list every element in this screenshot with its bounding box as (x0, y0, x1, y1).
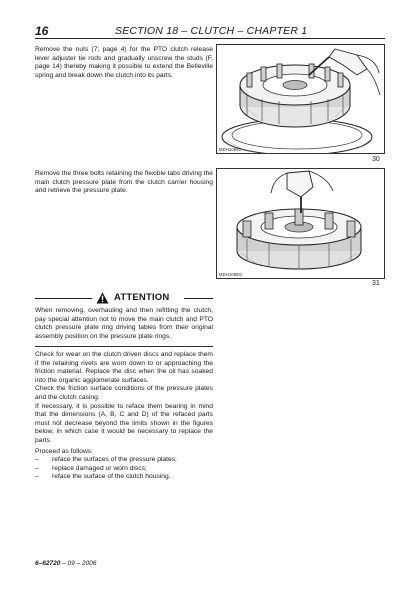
figure-31-number: 31 (372, 280, 380, 287)
list-item: – reface the surface of the clutch housing. (35, 473, 171, 481)
check-paragraph-2: Check the friction surface conditions of the pressure plates and the clutch casing. (35, 385, 213, 401)
clutch-disassembly-illustration (217, 45, 384, 153)
figure-30-number: 30 (372, 156, 380, 163)
figure-30-image (216, 44, 385, 154)
document-code: 6–62720 (35, 560, 61, 567)
instruction-paragraph-2: Remove the three bolts retaining the flexible tabs driving the main clutch pressure plate from the clutch carrier housing and retrieve the pressure plate. (35, 170, 213, 195)
procedure-list (35, 456, 213, 482)
list-item: – replace damaged or worn discs; (35, 464, 147, 472)
proceed-label: Proceed as follows: (35, 447, 93, 455)
figure-30-code: MDH1084C (219, 147, 242, 152)
attention-rule-right (184, 298, 213, 299)
attention-title: ATTENTION (114, 292, 170, 303)
attention-rule-left (35, 298, 92, 299)
attention-heading (35, 292, 213, 304)
check-paragraph-1: Check for wear on the clutch driven discs and replace them if the retaining rivets are worn down to or approaching the friction material. Replace the disc when the oil has soaked into the organic agglomerate surfaces. (35, 351, 213, 384)
figure-31-code: MDH1085O (219, 272, 242, 277)
figure-31-image (216, 168, 385, 279)
attention-body: When removing, overhauling and then refitting the clutch, pay special attention not to move the main clutch and PTO clutch pressure plate ring driving tables from their original assembly position on the pressure plate rings. (35, 307, 213, 340)
page-footer (35, 560, 96, 567)
instruction-paragraph-1: Remove the nuts (7; page 4) for the PTO clutch release lever adjuster tie rods and gradually unscrew the studs (F, page 14) thereby making it possible to extend the Belleville spring and break down the clutch into its parts. (35, 46, 213, 79)
header-rule (35, 38, 385, 39)
page-number: 16 (35, 24, 49, 38)
document-date: – 09 – 2006 (60, 560, 97, 567)
inspection-instructions (35, 351, 213, 482)
section-divider (35, 346, 213, 347)
pressure-plate-illustration (217, 169, 384, 278)
section-title: SECTION 18 – CLUTCH – CHAPTER 1 (115, 25, 308, 37)
list-item: – reface the surfaces of the pressure plates; (35, 456, 177, 464)
warning-icon (96, 292, 109, 304)
check-paragraph-3: If necessary, it is possible to reface them bearing in mind that the dimensions (A, B, C and D) of the refaced parts must not decrease beyond the limits shown in the figures below, in which case it would be necessary to replace the parts. (35, 402, 213, 444)
